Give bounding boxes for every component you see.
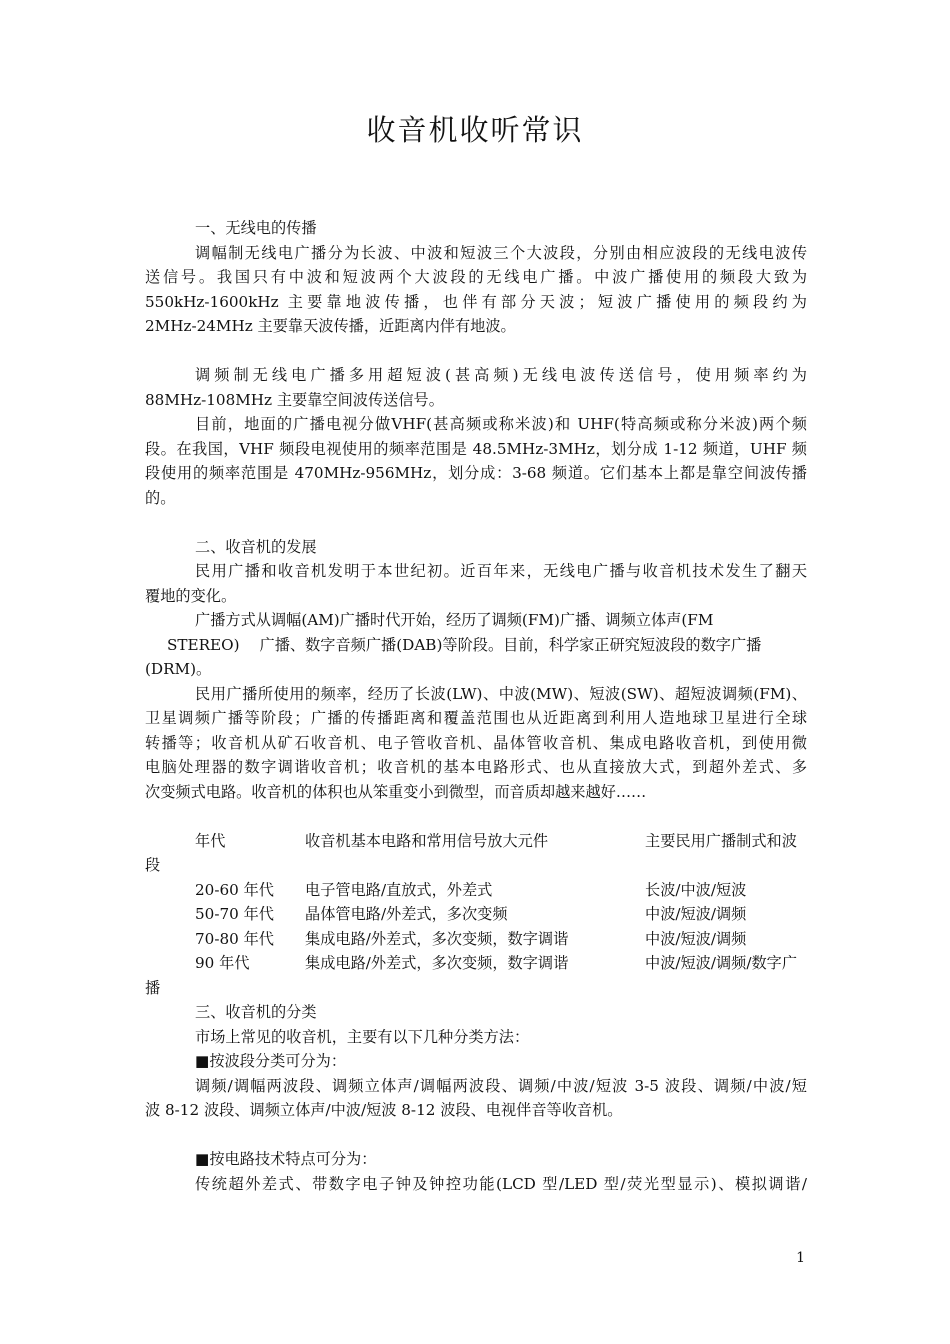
table-cell: 70-80 年代 xyxy=(195,929,274,948)
text-line: 卫星调频广播等阶段；广播的传播距离和覆盖范围也从近距离到利用人造地球卫星进行全球 xyxy=(145,709,807,727)
table-cell: 90 年代 xyxy=(195,954,250,972)
table-cell: 集成电路/外差式，多次变频，数字调谐 xyxy=(305,954,569,972)
document-body xyxy=(145,216,807,1196)
table-header-cell: 主要民用广播制式和波 xyxy=(645,831,797,850)
text-line: (DRM)。 xyxy=(145,660,212,678)
table-cell: 50-70 年代 xyxy=(195,905,274,923)
table-cell: 长波/中波/短波 xyxy=(645,880,747,899)
text-line: 电脑处理器的数字调谐收音机；收音机的基本电路形式、也从直接放大式，到超外差式、多 xyxy=(145,758,807,776)
text-line: 段。在我国，VHF 频段电视使用的频率范围是 48.5MHz-3MHz，划分成 1-12 频道，UHF 频 xyxy=(145,439,807,458)
text-line: 调频/调幅两波段、调频立体声/调幅两波段、调频/中波/短波 3-5 波段、调频/中波/短 xyxy=(195,1076,807,1095)
text-line: 波 8-12 波段、调频立体声/中波/短波 8-12 波段、电视伴音等收音机。 xyxy=(145,1101,623,1119)
table-cell: 中波/短波/调频 xyxy=(645,929,747,948)
text-line: STEREO) 广播、数字音频广播(DAB)等阶段。目前，科学家正研究短波段的数字广播 xyxy=(167,635,762,654)
text-line: 段使用的频率范围是 470MHz-956MHz，划分成：3-68 频道。它们基本上都是靠空间波传播 xyxy=(145,464,807,482)
bullet-heading: ■按波段分类可分为： xyxy=(195,1052,347,1070)
table-header-cell: 收音机基本电路和常用信号放大元件 xyxy=(305,831,548,850)
page-number: 1 xyxy=(796,1250,805,1266)
text-line: 550kHz-1600kHz 主要靠地波传播，也伴有部分天波；短波广播使用的频段约为 xyxy=(145,292,807,311)
page-title: 收音机收听常识 xyxy=(366,113,584,147)
text-line: 民用广播和收音机发明于本世纪初。近百年来，无线电广播与收音机技术发生了翻天 xyxy=(195,562,807,580)
text-line: 广播方式从调幅(AM)广播时代开始，经历了调频(FM)广播、调频立体声(FM xyxy=(195,611,714,629)
table-row xyxy=(145,951,807,976)
text-line: 调幅制无线电广播分为长波、中波和短波三个大波段，分别由相应波段的无线电波传 xyxy=(195,243,807,262)
bullet-heading: ■按电路技术特点可分为： xyxy=(195,1150,377,1168)
table-row xyxy=(145,902,807,927)
text-line: 转播等；收音机从矿石收音机、电子管收音机、晶体管收音机、集成电路收音机，到使用微 xyxy=(145,733,807,752)
text-line: 88MHz-108MHz 主要靠空间波传送信号。 xyxy=(145,390,444,409)
text-line: 送信号。我国只有中波和短波两个大波段的无线电广播。中波广播使用的频段大致为 xyxy=(145,268,807,286)
table-cell: 中波/短波/调频 xyxy=(645,905,747,923)
table-cell: 集成电路/外差式，多次变频，数字调谐 xyxy=(305,929,569,948)
text-line: 2MHz-24MHz 主要靠天波传播，近距离内伴有地波。 xyxy=(145,317,516,335)
table-cell: 电子管电路/直放式，外差式 xyxy=(305,880,493,899)
text-line: 民用广播所使用的频率，经历了长波(LW)、中波(MW)、短波(SW)、超短波调频(FM)、 xyxy=(195,684,807,703)
text-line: 的。 xyxy=(145,488,176,507)
section-heading: 一、无线电的传播 xyxy=(195,219,317,237)
table-cell: 晶体管电路/外差式，多次变频 xyxy=(305,905,508,923)
text-line: 调频制无线电广播多用超短波(甚高频)无线电波传送信号，使用频率约为 xyxy=(195,366,807,384)
table-header xyxy=(145,829,807,854)
text-line: 次变频式电路。收音机的体积也从笨重变小到微型，而音质却越来越好…… xyxy=(145,782,647,801)
section-heading: 三、收音机的分类 xyxy=(195,1003,317,1021)
table-cell: 中波/短波/调频/数字广 xyxy=(645,954,798,972)
text-line: 覆地的变化。 xyxy=(145,586,237,605)
text-line: 目前，地面的广播电视分做VHF(甚高频或称米波)和 UHF(特高频或称分米波)两个频 xyxy=(195,415,807,433)
table-row xyxy=(145,878,807,903)
table-header-cell: 年代 xyxy=(195,831,226,850)
table-row xyxy=(145,927,807,952)
text-line: 市场上常见的收音机，主要有以下几种分类方法： xyxy=(195,1027,530,1046)
section-heading: 二、收音机的发展 xyxy=(195,537,317,556)
text-line: 段 xyxy=(145,856,161,874)
table-cell: 20-60 年代 xyxy=(195,880,274,899)
text-line: 播 xyxy=(145,978,161,997)
text-line: 传统超外差式、带数字电子钟及钟控功能(LCD 型/LED 型/荧光型显示)、模拟调谐/ xyxy=(195,1174,807,1193)
